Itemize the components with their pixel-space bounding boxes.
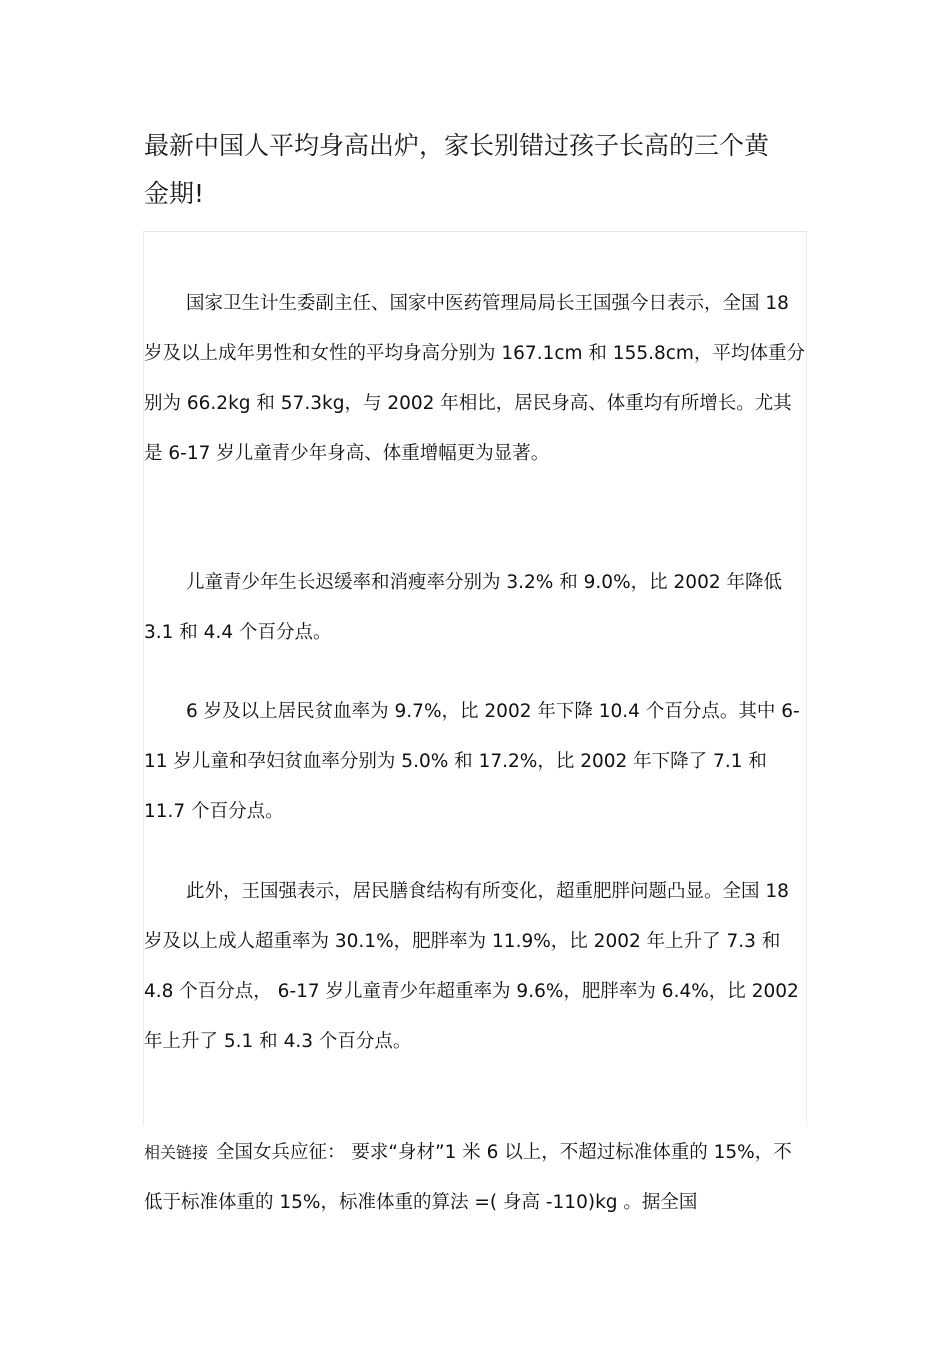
paragraph-overweight: 此外，王国强表示，居民膳食结构有所变化，超重肥胖问题凸显。全国 18 岁及以上成人超重率为 30.1%，肥胖率为 11.9%，比 2002 年上升了 7.3 和 4.8 个百分点， 6-17 岁儿童青少年超重率为 9.6%，肥胖率为 6.4%，比 2002 年上升了 5.1 和 4.3 个百分点。 [144,881,799,1052]
related-link-text: 全国女兵应征： 要求“身材”1 米 6 以上，不超过标准体重的 15%，不低于标准体重的 15%，标准体重的算法 =( 身高 -110)kg 。据全国 [144,1142,792,1213]
related-link-paragraph [144,1128,808,1228]
paragraph-average-height: 国家卫生计生委副主任、国家中医药管理局局长王国强今日表示，全国 18 岁及以上成年男性和女性的平均身高分别为 167.1cm 和 155.8cm，平均体重分别为 66.2kg 和 57.3kg，与 2002 年相比，居民身高、体重均有所增长。尤其是 6-17 岁儿童青少年身高、体重增幅更为显著。 [144,293,805,464]
related-link-label[interactable]: 相关链接 [144,1143,209,1162]
article-title: 最新中国人平均身高出炉，家长别错过孩子长高的三个黄金期! [144,131,770,208]
paragraph-growth-retardation: 儿童青少年生长迟缓率和消瘦率分别为 3.2% 和 9.0%，比 2002 年降低 3.1 和 4.4 个百分点。 [144,572,782,643]
paragraph-anemia: 6 岁及以上居民贫血率为 9.7%，比 2002 年下降 10.4 个百分点。其中 6-11 岁儿童和孕妇贫血率分别为 5.0% 和 17.2%，比 2002 年下降了 7.1 和 11.7 个百分点。 [144,701,800,822]
